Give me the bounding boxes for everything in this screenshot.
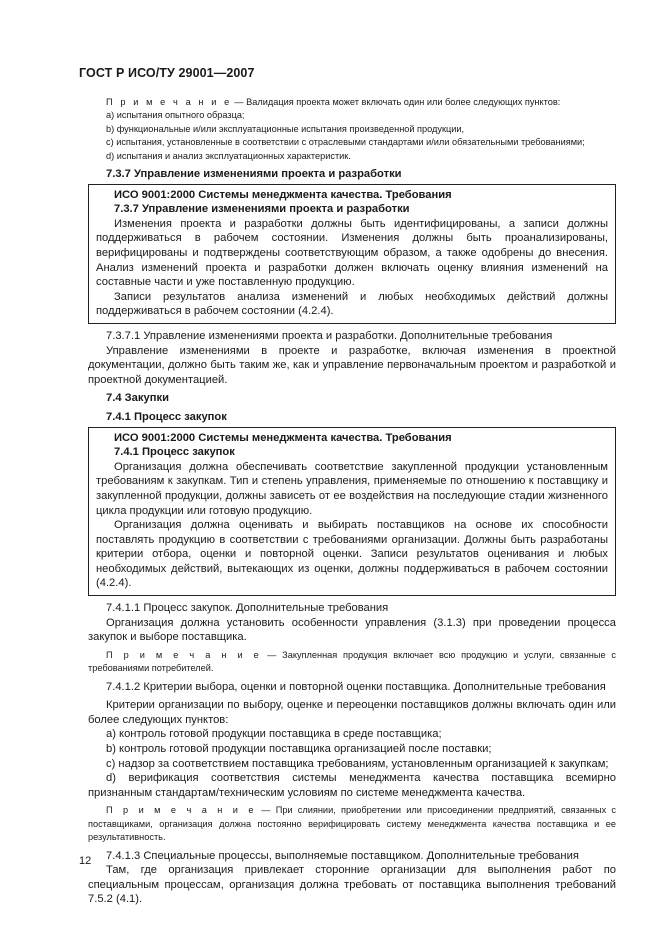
section-text-7-3-7-1: Управление изменениями в проекте и разработке, включая изменения в проектной документации, должно быть таким же, как и управление первоначальным проектом и разработкой и проектной документацией. <box>88 344 616 386</box>
box-paragraph: Организация должна оценивать и выбирать поставщиков на основе их способности поставлять продукцию в соответствии с требованиями организации. Должны быть разработаны критерии отбора, оценки и повторной оценки. Записи результатов оценивания и любых необходимых действий, вытекающих из оценки, должны поддерживаться в рабочем состоянии (4.2.4). <box>96 519 608 590</box>
box-paragraph: Записи результатов анализа изменений и любых необходимых действий должны поддерживаться в рабочем состоянии (4.2.4). <box>96 290 608 318</box>
iso-quote-box-7-3-7 <box>88 184 616 324</box>
section-heading-7-4-1-3: 7.4.1.3 Специальные процессы, выполняемые поставщиком. Дополнительные требования <box>106 849 579 862</box>
page-content <box>88 96 616 907</box>
note-text: — Закупленная продукция включает всю продукцию и услуги, связанные с требованиями потребителей. <box>88 649 616 674</box>
box-title: ИСО 9001:2000 Системы менеджмента качества. Требования <box>114 188 452 201</box>
note-label: П р и м е ч а н и е <box>106 649 262 660</box>
note-item-b: b) функциональные и/или эксплуатационные испытания произведенной продукции, <box>106 123 465 134</box>
box-paragraph: Изменения проекта и разработки должны быть идентифицированы, а записи должны поддерживаться в рабочем состоянии. Изменения должны быть проанализированы, верифицированы и подтверждены соответствующим образом, а также одобрены до внесения. Анализ изменений проекта и разработки должен включать оценку влияния изменений на составные части и уже поставленную продукцию. <box>96 217 608 289</box>
note-label: П р и м е ч а н и е <box>106 805 257 816</box>
page-number: 12 <box>79 855 92 867</box>
section-heading-7-4-1-1: 7.4.1.1 Процесс закупок. Дополнительные требования <box>106 602 389 615</box>
section-text-7-4-1-2: Критерии организации по выбору, оценке и переоценки поставщиков должны включать один или более следующих пунктов: <box>88 699 616 726</box>
section-heading-7-3-7-1: 7.3.7.1 Управление изменениями проекта и разработки. Дополнительные требования <box>106 329 553 342</box>
note-item-d: d) испытания и анализ эксплуатационных характеристик. <box>106 150 351 161</box>
section-heading-7-4: 7.4 Закупки <box>106 392 169 405</box>
box-subtitle: 7.3.7 Управление изменениями проекта и разработки <box>114 203 410 216</box>
note-mergers <box>88 804 616 844</box>
document-header: ГОСТ Р ИСО/ТУ 29001—2007 <box>79 66 255 80</box>
note-text: — При слиянии, приобретении или присоединении предприятий, связанных с поставщиками, организация должна постоянно верифицировать систему менеджмента качества поставщика и ее результативность. <box>88 805 616 843</box>
criteria-item-c: c) надзор за соответствием поставщика требованиям, установленным организацией к закупкам; <box>106 757 609 770</box>
section-heading-7-4-1-2: 7.4.1.2 Критерии выбора, оценки и повторной оценки поставщика. Дополнительные требования <box>106 680 606 693</box>
section-text-7-4-1-3: Там, где организация привлекает сторонние организации для выполнения работ по специальным процессам, организация должна требовать от поставщика выполнения требований 7.5.2 (4.1). <box>88 864 616 906</box>
note-item-c: c) испытания, установленные в соответствии с отраслевыми стандартами и/или обязательными требованиями; <box>106 137 585 148</box>
criteria-item-d: d) верификация соответствия системы менеджмента качества поставщика всемирно признанным стандартам/техническим условиям по системе менеджмента качества. <box>88 772 616 799</box>
box-subtitle: 7.4.1 Процесс закупок <box>114 446 235 459</box>
box-paragraph: Организация должна обеспечивать соответствие закупленной продукции установленным требованиям к закупкам. Тип и степень управления, применяемые по отношению к поставщику и закупленной продукции, должны зависеть от ее воздействия на последующие стадии жизненного цикла продукции или готовую продукцию. <box>96 460 608 517</box>
box-title: ИСО 9001:2000 Системы менеджмента качества. Требования <box>114 431 452 444</box>
note-purchased-product <box>88 649 616 676</box>
criteria-item-b: b) контроль готовой продукции поставщика организацией после поставки; <box>106 743 492 756</box>
note-label: П р и м е ч а н и е <box>106 97 232 107</box>
section-heading-7-3-7: 7.3.7 Управление изменениями проекта и разработки <box>106 168 402 181</box>
section-text-7-4-1-1: Организация должна установить особенности управления (3.1.3) при проведении процесса закупок и выборе поставщика. <box>88 616 616 644</box>
section-heading-7-4-1: 7.4.1 Процесс закупок <box>106 410 227 423</box>
note-text: — Валидация проекта может включать один или более следующих пунктов: <box>231 97 561 107</box>
note-item-a: a) испытания опытного образца; <box>106 110 245 121</box>
iso-quote-box-7-4-1 <box>88 427 616 597</box>
criteria-item-a: a) контроль готовой продукции поставщика в среде поставщика; <box>106 728 442 741</box>
note-validation <box>88 96 616 163</box>
